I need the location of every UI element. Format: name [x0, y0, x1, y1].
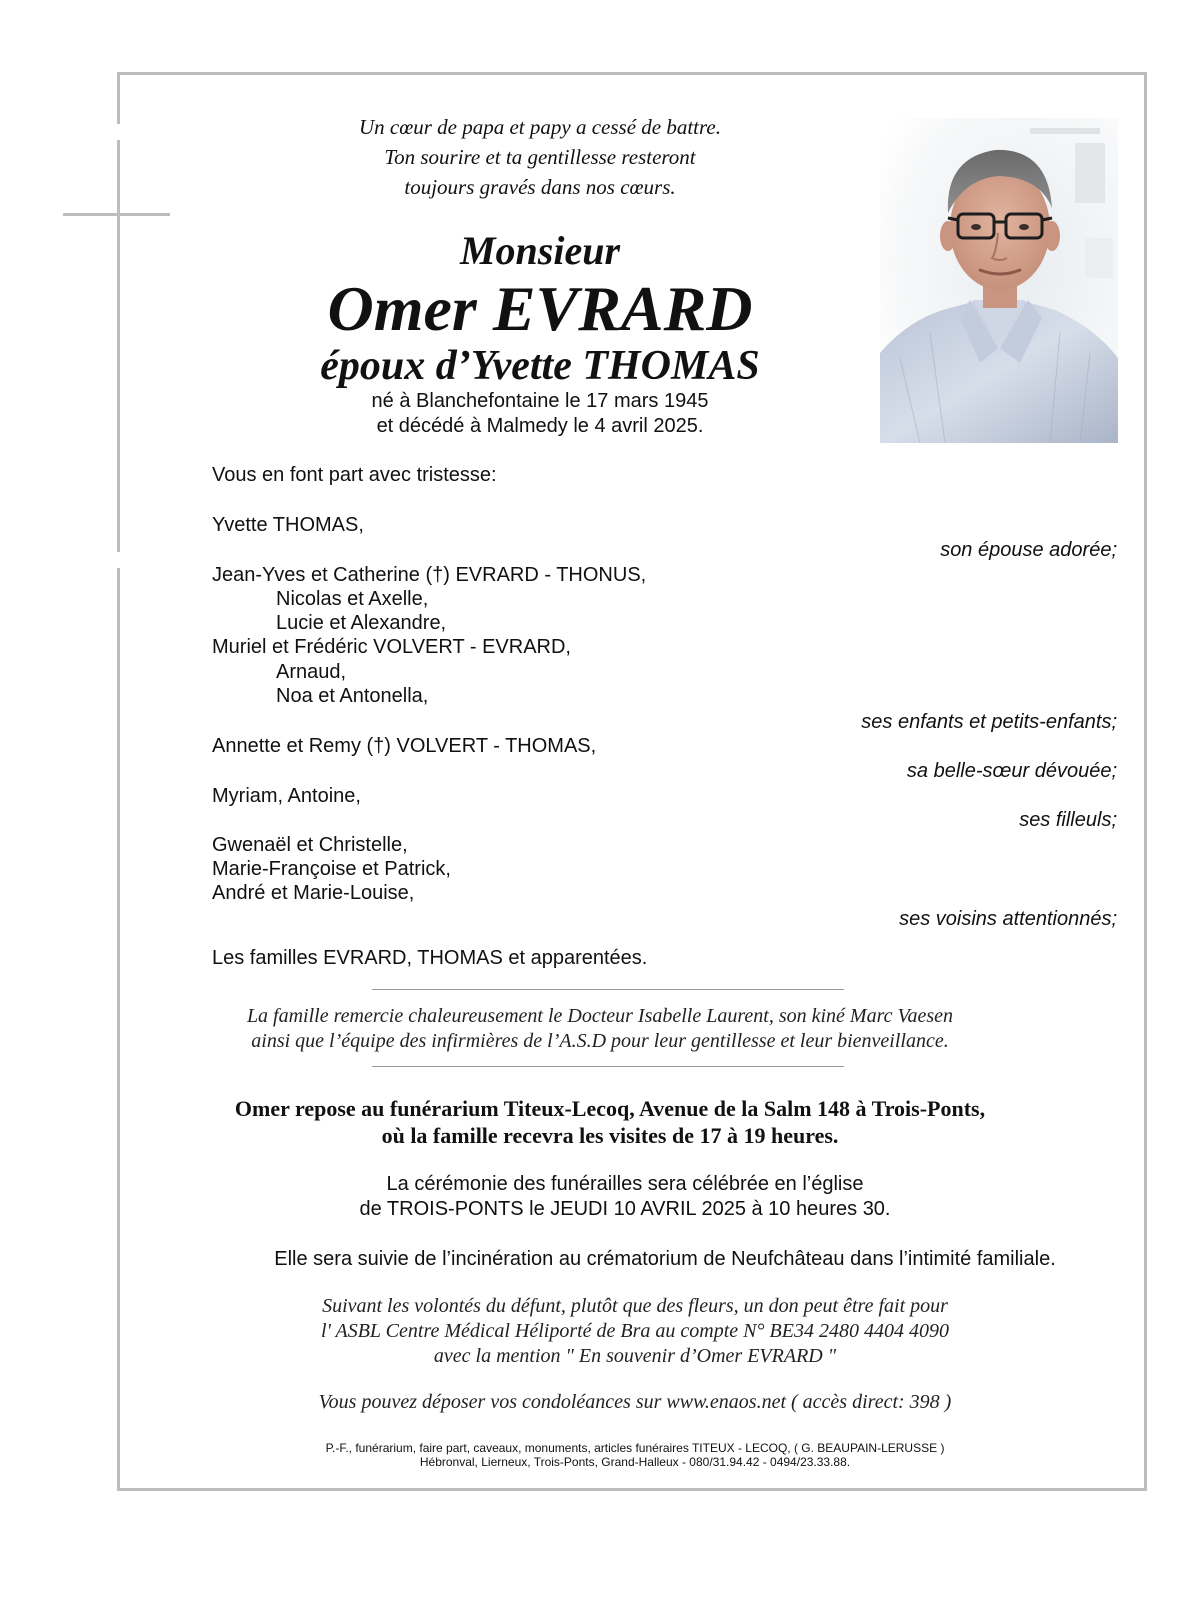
donation-line: avec la mention " En souvenir d’Omer EVRARD ": [433, 1345, 837, 1367]
frame-border-top: [119, 72, 1147, 75]
death-line: et décédé à Malmedy le 4 avril 2025.: [376, 415, 704, 437]
godchildren: Myriam, Antoine,: [212, 785, 361, 807]
neighbour: Marie-Françoise et Patrick,: [212, 858, 451, 880]
opening-quote: [290, 112, 790, 202]
frame-border-bottom: [119, 1488, 1147, 1491]
quote-line: Ton sourire et ta gentillesse resteront: [384, 145, 696, 169]
frame-border-right: [1144, 72, 1147, 1491]
grandchild: Arnaud,: [276, 661, 347, 683]
grandchild: Nicolas et Axelle,: [276, 588, 429, 610]
ceremony-line: La cérémonie des funérailles sera célébrée en l’église: [386, 1173, 864, 1195]
honorific: Monsieur: [459, 228, 621, 273]
family-intro: Vous en font part avec tristesse:: [212, 464, 497, 486]
frame-border-left: [117, 568, 120, 1491]
neighbour: Gwenaël et Christelle,: [212, 834, 408, 856]
footer-line: Hébronval, Lierneux, Trois-Ponts, Grand-Halleux - 080/31.94.42 - 0494/23.33.88.: [419, 1455, 851, 1469]
donation-line: Suivant les volontés du défunt, plutôt que des fleurs, un don peut être fait pour: [322, 1295, 948, 1317]
birth-line: né à Blanchefontaine le 17 mars 1945: [371, 390, 709, 412]
cross-horizontal: [63, 213, 170, 216]
ceremony-info: [280, 1172, 970, 1222]
deceased-name: Omer EVRARD: [327, 273, 753, 344]
grandchild: Noa et Antonella,: [276, 685, 429, 707]
children-role: ses enfants et petits-enfants;: [861, 711, 1117, 733]
thanks-line: La famille remercie chaleureusement le Docteur Isabelle Laurent, son kiné Marc Vaesen: [246, 1005, 954, 1027]
quote-line: Un cœur de papa et papy a cessé de battre.: [359, 115, 721, 139]
sister-in-law-role: sa belle-sœur dévouée;: [906, 760, 1117, 782]
repose-line: Omer repose au funérarium Titeux-Lecoq, Avenue de la Salm 148 à Trois-Ponts,: [234, 1096, 986, 1121]
spouse-role: son épouse adorée;: [940, 539, 1117, 561]
separator-line: [372, 1066, 844, 1067]
extended-families: Les familles EVRARD, THOMAS et apparentées.: [212, 947, 648, 969]
child-family: Jean-Yves et Catherine (†) EVRARD - THONUS,: [212, 564, 647, 586]
neighbours-role: ses voisins attentionnés;: [899, 908, 1117, 930]
spouse-name: Yvette THOMAS,: [212, 514, 364, 536]
repose-line: où la famille recevra les visites de 17 à 19 heures.: [381, 1123, 839, 1148]
sister-in-law: Annette et Remy (†) VOLVERT - THOMAS,: [212, 735, 597, 757]
birth-death-dates: [290, 389, 790, 439]
funeral-home-footer: [240, 1441, 1030, 1469]
deceased-spouse: époux d’Yvette THOMAS: [320, 343, 760, 389]
condolences-info: Vous pouvez déposer vos condoléances sur www.enaos.net ( accès direct: 398 ): [318, 1391, 952, 1413]
grandchild: Lucie et Alexandre,: [276, 612, 447, 634]
cross-vertical-top: [117, 72, 120, 124]
quote-line: toujours gravés dans nos cœurs.: [404, 175, 676, 199]
separator-line: [372, 989, 844, 990]
incineration-info: Elle sera suivie de l’incinération au crématorium de Neufchâteau dans l’intimité familiale.: [274, 1248, 1056, 1270]
thanks-line: ainsi que l’équipe des infirmières de l’A.S.D pour leur gentillesse et leur bienveillance.: [251, 1030, 949, 1052]
cross-vertical-middle: [117, 140, 120, 552]
portrait-photo: [880, 118, 1118, 443]
ceremony-line: de TROIS-PONTS le JEUDI 10 AVRIL 2025 à 10 heures 30.: [359, 1198, 891, 1220]
donation-info: [240, 1294, 1030, 1369]
neighbour: André et Marie-Louise,: [212, 882, 415, 904]
donation-line: l' ASBL Centre Médical Héliporté de Bra au compte N° BE34 2480 4404 4090: [321, 1320, 949, 1342]
child-family: Muriel et Frédéric VOLVERT - EVRARD,: [212, 636, 571, 658]
thanks-note: [200, 1004, 1000, 1054]
footer-line: P.-F., funérarium, faire part, caveaux, monuments, articles funéraires TITEUX - LECOQ, ( G. BEAUPAIN-LERUSSE ): [325, 1441, 945, 1455]
repose-info: [180, 1095, 1040, 1149]
godchildren-role: ses filleuls;: [1019, 809, 1117, 831]
